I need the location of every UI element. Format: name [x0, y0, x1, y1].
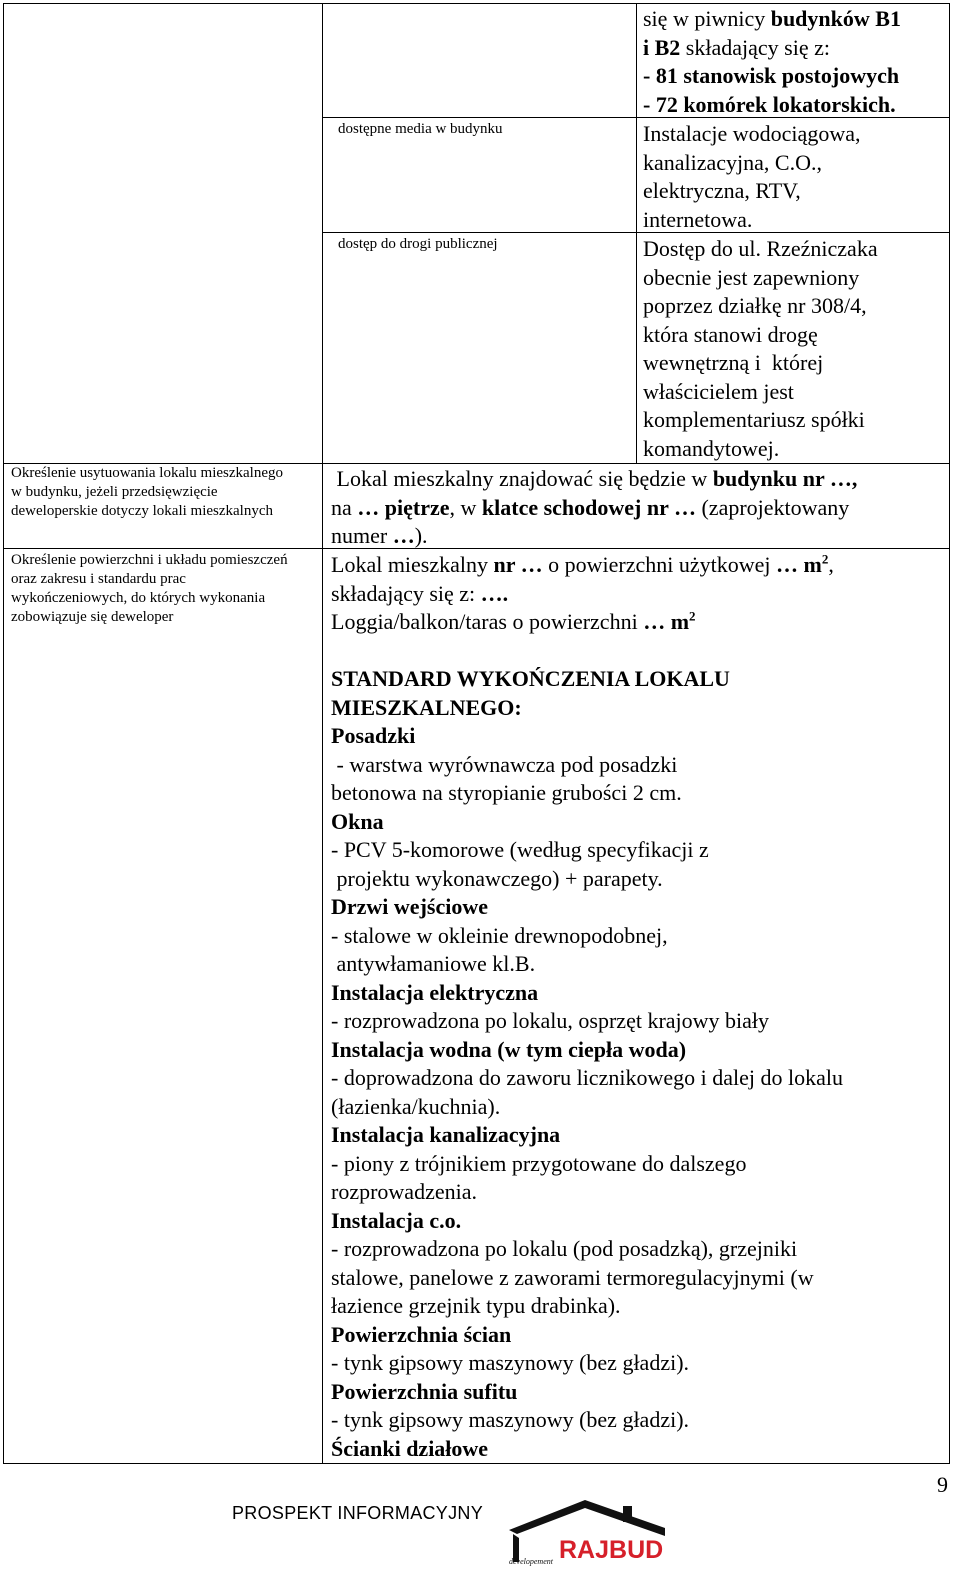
location-content: [331, 465, 946, 551]
text-line: - PCV 5-komorowe (według specyfikacji z: [331, 837, 709, 862]
table-border-left: [3, 3, 4, 1463]
text-line: się w piwnicy budynków B1: [643, 6, 901, 31]
logo-roof-icon: [509, 1500, 665, 1536]
text-line: komplementariusz spółki: [643, 407, 865, 432]
area-label: [11, 551, 316, 627]
text-line: składający się z: ….: [331, 580, 509, 606]
table-border-right: [949, 3, 950, 1463]
text-line: - tynk gipsowy maszynowy (bez gładzi).: [331, 1407, 690, 1432]
text-line: Powierzchnia sufitu: [331, 1378, 518, 1404]
text-line: i B2 składający się z:: [643, 34, 830, 60]
text-line: - rozprowadzona po lokalu (pod posadzką), grzejniki: [331, 1236, 798, 1261]
label-line: wykończeniowych, do których wykonania: [11, 590, 266, 606]
text-line: projektu wykonawczego) + parapety.: [331, 865, 663, 891]
label-line: zobowiązuje się deweloper: [11, 609, 174, 625]
text-line: która stanowi drogę: [643, 321, 818, 347]
text-line: Instalacja wodna (w tym ciepła woda): [331, 1036, 687, 1062]
logo-brand-text: RAJBUD: [559, 1536, 664, 1564]
logo-sub-text: developement: [509, 1557, 553, 1566]
text-line: łazience grzejnik typu drabinka).: [331, 1293, 621, 1318]
text-line: - warstwa wyrównawcza pod posadzki: [331, 751, 678, 777]
table-border-bottom: [3, 1463, 950, 1464]
location-label: [11, 464, 316, 521]
label-line: w budynku, jeżeli przedsięwzięcie: [11, 484, 218, 500]
text-line: - tynk gipsowy maszynowy (bez gładzi).: [331, 1350, 690, 1375]
text-line: Powierzchnia ścian: [331, 1321, 512, 1347]
text-line: Drzwi wejściowe: [331, 894, 488, 919]
text-line: internetowa.: [643, 206, 753, 232]
label-line: Określenie powierzchni i układu pomieszczeń: [11, 552, 288, 568]
row3-right-cell: [643, 235, 943, 463]
area-content: [331, 551, 946, 1463]
text-line: Instalacje wodociągowa,: [643, 121, 861, 146]
text-line: - 72 komórek lokatorskich.: [643, 91, 896, 117]
text-line: rozprowadzenia.: [331, 1179, 477, 1204]
text-line: - doprowadzona do zaworu licznikowego i dalej do lokalu: [331, 1065, 843, 1090]
text-line: właścicielem jest: [643, 378, 794, 404]
text-line: (łazienka/kuchnia).: [331, 1093, 501, 1119]
row2-label: dostępne media w budynku: [338, 121, 503, 137]
text-line: Instalacja elektryczna: [331, 979, 539, 1005]
text-line: elektryczna, RTV,: [643, 178, 801, 203]
text-line: STANDARD WYKOŃCZENIA LOKALU: [331, 666, 730, 691]
page-number: 9: [937, 1472, 948, 1497]
text-line: Posadzki: [331, 723, 416, 748]
text-line: antywłamaniowe kl.B.: [331, 951, 536, 976]
text-line: - 81 stanowisk postojowych: [643, 63, 900, 88]
text-line: na … piętrze, w klatce schodowej nr … (zaprojektowany: [331, 494, 850, 520]
text-line: wewnętrzną i której: [643, 350, 824, 375]
label-line: Określenie usytuowania lokalu mieszkalnego: [11, 465, 284, 481]
column-divider-2: [636, 3, 637, 464]
text-line: Dostęp do ul. Rzeźniczaka: [643, 236, 878, 261]
row1-right-cell: [643, 5, 943, 119]
row3-label: dostęp do drogi publicznej: [338, 236, 498, 252]
text-line: numer …).: [331, 523, 428, 548]
text-line: Lokal mieszkalny nr … o powierzchni użytkowej … $m^2$,: [331, 551, 834, 577]
text-line: betonowa na styropianie grubości 2 cm.: [331, 780, 682, 805]
logo-chimney-icon: [623, 1506, 632, 1522]
text-line: Okna: [331, 808, 384, 834]
column-divider-1: [322, 3, 323, 1463]
label-line: deweloperskie dotyczy lokali mieszkalnych: [11, 503, 273, 519]
table-border-top: [3, 3, 949, 4]
text-line: MIESZKALNEGO:: [331, 694, 522, 720]
text-line: - rozprowadzona po lokalu, osprzęt krajowy biały: [331, 1008, 770, 1033]
text-line: Ścianki działowe: [331, 1435, 489, 1461]
text-line: - piony z trójnikiem przygotowane do dalszego: [331, 1150, 747, 1176]
text-line: [331, 637, 946, 666]
text-line: Instalacja kanalizacyjna: [331, 1122, 561, 1147]
text-line: komandytowej.: [643, 435, 780, 461]
text-line: Instalacja c.o.: [331, 1207, 462, 1233]
text-line: stalowe, panelowe z zaworami termoregulacyjnymi (w: [331, 1264, 814, 1290]
text-line: kanalizacyjna, C.O.,: [643, 149, 822, 175]
text-line: poprzez działkę nr 308/4,: [643, 293, 867, 318]
rajbud-logo: [505, 1494, 680, 1566]
text-line: Lokal mieszkalny znajdować się będzie w budynku nr …,: [331, 466, 858, 491]
row2-right-cell: [643, 120, 943, 234]
text-line: Loggia/balkon/taras o powierzchni … $m^2$: [331, 608, 696, 634]
label-line: oraz zakresu i standardu prac: [11, 571, 186, 587]
text-line: - stalowe w okleinie drewnopodobnej,: [331, 922, 668, 948]
footer-title: PROSPEKT INFORMACYJNY: [232, 1503, 484, 1523]
text-line: obecnie jest zapewniony: [643, 264, 860, 290]
